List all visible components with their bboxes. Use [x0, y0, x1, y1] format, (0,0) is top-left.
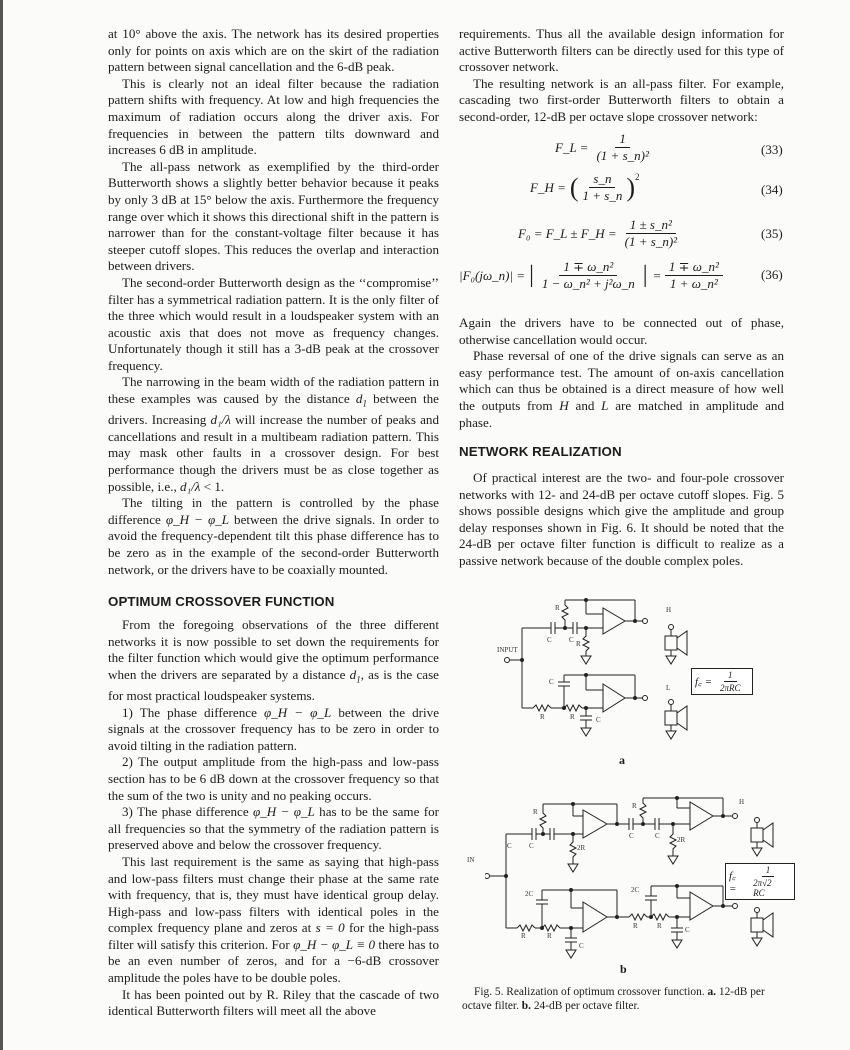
component-label: C — [685, 926, 690, 934]
symbol-d1: $d_1$ — [355, 391, 367, 409]
speaker-icon — [751, 908, 773, 947]
text: 3) The phase difference — [122, 804, 253, 820]
op-amp — [690, 802, 713, 830]
text: has to be the same for all frequencies so that the symmetry of the radiation pattern is preserved above and below the crossover frequency. — [108, 804, 439, 853]
network-section-body — [459, 470, 784, 570]
text: will increase the number of peaks and cancellations and result in a multibeam radiation pattern. This may mask other faults in a crossover design. For best performance though the drivers must be as close together as possible, i.e., — [108, 412, 439, 494]
resistor — [562, 602, 568, 628]
ground-symbol — [672, 940, 682, 948]
symbol-d1: $d_1$ — [349, 666, 361, 685]
section-heading-optimum: OPTIMUM CROSSOVER FUNCTION — [108, 594, 335, 609]
symbol-phase-diff: φ_H − φ_L — [165, 511, 230, 527]
equation-number: (34) — [761, 182, 783, 197]
symbol-phase-diff: φ_H − φ_L — [253, 804, 315, 820]
text: The tilting in the pattern is controlled by the phase difference — [108, 495, 439, 527]
ground-symbol — [568, 864, 578, 872]
component-label: 2R — [677, 836, 686, 844]
formula-box-b — [725, 863, 795, 900]
figure-5 — [467, 598, 795, 976]
formula-box-a — [691, 668, 753, 695]
symbol-L: L — [601, 397, 609, 413]
page-edge — [0, 0, 3, 1050]
paragraph: The all-pass network as exemplified by the third-order Butterworth shows a slightly better behavior because it peaks by only 3 dB at 15° below the axis. Furthermore the frequency range over which it shows this directional shift in the pattern is narrower than for the constant-voltage filter because it has steeper cutoff slopes. This reduces the overlap and interaction between drivers. — [108, 158, 439, 274]
exponent: 2 — [635, 172, 640, 182]
list-item: 2) The output amplitude from the high-pass and low-pass section has to be 6 dB down at the crossover frequency so that the sum of the two is unity and no peaking occurs. — [108, 754, 439, 803]
text: between the drivers. Increasing — [108, 391, 439, 428]
formula-lhs: f꜀ = — [695, 676, 713, 688]
optimum-section-body — [108, 617, 439, 1020]
text: From the foregoing observations of the three different networks it is now possible to set down the requirements for the filter function which would give the optimum performance when the drivers are separated by a distance — [108, 617, 439, 682]
component-label: R — [657, 922, 662, 930]
speaker-icon — [665, 625, 687, 665]
equation-36 — [459, 260, 727, 291]
input-terminal — [485, 874, 490, 879]
component-label: 2C — [525, 890, 534, 898]
component-label: C — [529, 842, 534, 850]
abs-bar: | — [529, 262, 534, 288]
speaker-icon — [665, 700, 687, 740]
component-label: C — [547, 636, 552, 644]
fraction: $\frac{\text{1 ∓ ω\_n²}}{\text{1 − ω\_n² + j²ω\_n}}$ — [541, 259, 635, 291]
equation-35 — [518, 218, 685, 249]
paragraph: Again the drivers have to be connected out of phase, otherwise cancellation would occur. — [459, 315, 784, 347]
resistor — [533, 705, 551, 711]
component-label: C — [549, 678, 554, 686]
left-column — [108, 26, 439, 578]
output-label-low: L — [666, 684, 671, 692]
fraction: $\frac{1}{\text{(1 + s\_n)²}}$ — [596, 131, 649, 163]
resistor — [542, 925, 560, 931]
op-amp — [583, 902, 607, 932]
resistor — [629, 914, 647, 920]
paragraph — [108, 854, 439, 987]
paragraph — [108, 617, 439, 705]
text: < 1. — [200, 478, 225, 494]
resistor — [670, 824, 676, 856]
resistor — [517, 925, 535, 931]
equation-number: (35) — [761, 226, 783, 241]
text: This last requirement is the same as saying that high-pass and low-pass filters must change their phase at the same rate with frequency, that is, they must have identical group delay. High-pass and low-pass filters with identical poles in the complex frequency plane and zeros at — [108, 853, 439, 936]
output-label-high: H — [739, 798, 745, 806]
text: Phase reversal of one of the drive signals can serve as an easy performance test. The amount of on-axis cancellation which can thus be obtained is a direct measure of how well the outputs from — [459, 348, 784, 413]
component-label: 2C — [631, 886, 640, 894]
component-label: R — [632, 802, 637, 810]
resistor — [570, 834, 576, 864]
paragraph: Of practical interest are the two- and four-pole crossover networks with 12- and 24-dB per octave cutoff slopes. Fig. 5 shows possible designs which give the amplitude and group delay responses shown in Fig. 6. It should be noted that the 24-dB per octave filter function is difficult to realize as a passive network because of the double complex poles. — [459, 470, 784, 568]
list-item — [108, 705, 439, 755]
ground-symbol — [668, 856, 678, 864]
eq-lhs: F₀ = F_L ± F_H = — [518, 225, 617, 241]
text: between the drive signals. In order to avoid the frequency-dependent tilt this phase difference has to be zero as in the example of the second-order Butterworth network, or the drivers have to be coaxially mounted. — [108, 511, 439, 577]
component-label: R — [570, 713, 575, 721]
component-label: C — [629, 832, 634, 840]
component-label: C — [507, 842, 512, 850]
component-label: R — [547, 932, 552, 940]
input-label: INPUT — [497, 646, 518, 654]
input-terminal — [505, 658, 510, 663]
resistor — [640, 798, 646, 824]
ground-symbol — [581, 656, 591, 664]
fraction: $\frac{1}{\text{2πRC}}$ — [720, 670, 741, 693]
component-label: R — [533, 808, 538, 816]
text: between the drive signals at the crossover frequency has to be zero in order to avoid tilting in the radiation pattern. — [108, 704, 440, 753]
eq-lhs: F_L = — [555, 139, 589, 155]
ground-symbol — [581, 728, 591, 736]
component-label: 2R — [577, 844, 586, 852]
abs-bar: | — [642, 262, 648, 288]
eq-lhs: F_H = — [530, 179, 566, 195]
fraction: $\frac{\text{1 ± s\_n²}}{\text{(1 + s\_n)²}}$ — [624, 217, 678, 249]
component-label: C — [569, 636, 574, 644]
resistor — [583, 628, 589, 656]
subfigure-label-b: b — [620, 962, 627, 976]
resistor — [564, 705, 582, 711]
fraction: $\frac{\text{1 ∓ ω\_n²}}{\text{1 + ω\_n²}}$ — [665, 260, 723, 291]
text: are matched in amplitude and phase. — [459, 397, 785, 430]
resistor — [651, 914, 669, 920]
component-label: R — [540, 713, 545, 721]
text: 1) The phase difference — [122, 704, 264, 720]
caption-text: 12-dB per octave filter. — [462, 986, 765, 1012]
component-label: R — [633, 922, 638, 930]
component-label: C — [579, 942, 584, 950]
component-label: R — [521, 932, 526, 940]
op-amp — [603, 608, 625, 634]
component-label: C — [655, 832, 660, 840]
paren-left: ( — [569, 172, 579, 202]
component-label: R — [555, 604, 560, 612]
op-amp — [603, 684, 625, 712]
paragraph — [459, 348, 784, 431]
paragraph: The resulting network is an all-pass filter. For example, cascading two first-order Butterworth filters to obtain a second-order, 12-dB per octave slope crossover network: — [459, 75, 784, 124]
right-column-top — [459, 26, 784, 126]
symbol-ratio: d₁/λ — [210, 412, 231, 428]
output-label-high: H — [666, 606, 672, 614]
caption-text: 24-dB per octave filter. — [530, 999, 640, 1012]
component-label: C — [596, 716, 601, 724]
fraction: $\frac{s\_n}{1 + s\_n}$ — [582, 171, 623, 203]
list-item — [108, 804, 439, 854]
equation-33 — [555, 132, 657, 163]
resistor — [540, 804, 546, 834]
figure-caption — [462, 986, 792, 1013]
right-column-mid — [459, 315, 784, 431]
math-inline: φ_H − φ_L ≡ 0 — [293, 936, 375, 952]
text: The narrowing in the beam width of the radiation pattern in these examples was caused by the distance — [108, 374, 439, 407]
text: for the high-pass filter will satisfy this criterion. For — [108, 920, 439, 952]
formula-lhs: f꜀ = — [729, 870, 737, 895]
paragraph: The second-order Butterworth design as the ‘‘compromise’’ filter has a symmetrical radiation pattern. It is the only filter of the three which would result in a loudspeaker system with an acoustic axis that does not move as frequency changes. Unfortunately though it still has a 3-dB peak at the crossover frequency. — [108, 274, 439, 373]
paren-right: ) — [626, 172, 636, 202]
text: , as is the case for most practical loudspeaker systems. — [108, 666, 439, 703]
caption-label-b: b. — [521, 999, 531, 1012]
caption-text: Fig. 5. Realization of optimum crossover function. — [474, 986, 708, 998]
equals: = — [653, 267, 661, 283]
input-label: IN — [467, 856, 475, 864]
equation-number: (36) — [761, 267, 783, 282]
paragraph: It has been pointed out by R. Riley that the cascade of two identical Butterworth filters will meet all the above — [108, 986, 439, 1019]
symbol-ratio: d₁/λ — [180, 478, 201, 494]
op-amp — [583, 810, 607, 838]
speaker-icon — [751, 818, 773, 857]
text: and — [568, 397, 602, 413]
eq-lhs: |F₀(jω_n)| = — [459, 267, 526, 283]
ground-symbol — [566, 950, 576, 958]
paragraph: at 10° above the axis. The network has its desired properties only for points on axis which are on the skirt of the radiation pattern between signal cancellation and the 6-dB peak. — [108, 26, 439, 75]
op-amp — [690, 892, 713, 920]
equation-34 — [530, 172, 640, 203]
fraction: $\frac{1}{2\pi√2 RC}$ — [749, 865, 787, 898]
paragraph: requirements. Thus all the available design information for active Butterworth filters can be directly used for this type of crossover network. — [459, 26, 784, 75]
symbol-phase-diff: φ_H − φ_L — [263, 704, 332, 720]
paragraph: This is clearly not an ideal filter because the radiation pattern shifts with frequency. At low and high frequencies the maximum of radiation occurs along the driver axis. For frequencies in between the pattern tilts downward and increases 6 dB in amplitude. — [108, 75, 439, 158]
caption-label-a: a. — [707, 986, 717, 998]
circuit-diagrams — [485, 598, 795, 968]
paragraph — [108, 495, 439, 578]
subfigure-label-a: a — [619, 753, 625, 767]
symbol-H: H — [559, 397, 569, 413]
component-label: R — [576, 640, 581, 648]
text: there has to be an even number of zeros, and for a −6-dB crossover amplitude the poles have to be double poles. — [108, 936, 439, 986]
section-heading-network: NETWORK REALIZATION — [459, 444, 622, 459]
paragraph — [108, 374, 439, 495]
equation-number: (33) — [761, 142, 783, 157]
math-inline: s = 0 — [315, 920, 345, 936]
